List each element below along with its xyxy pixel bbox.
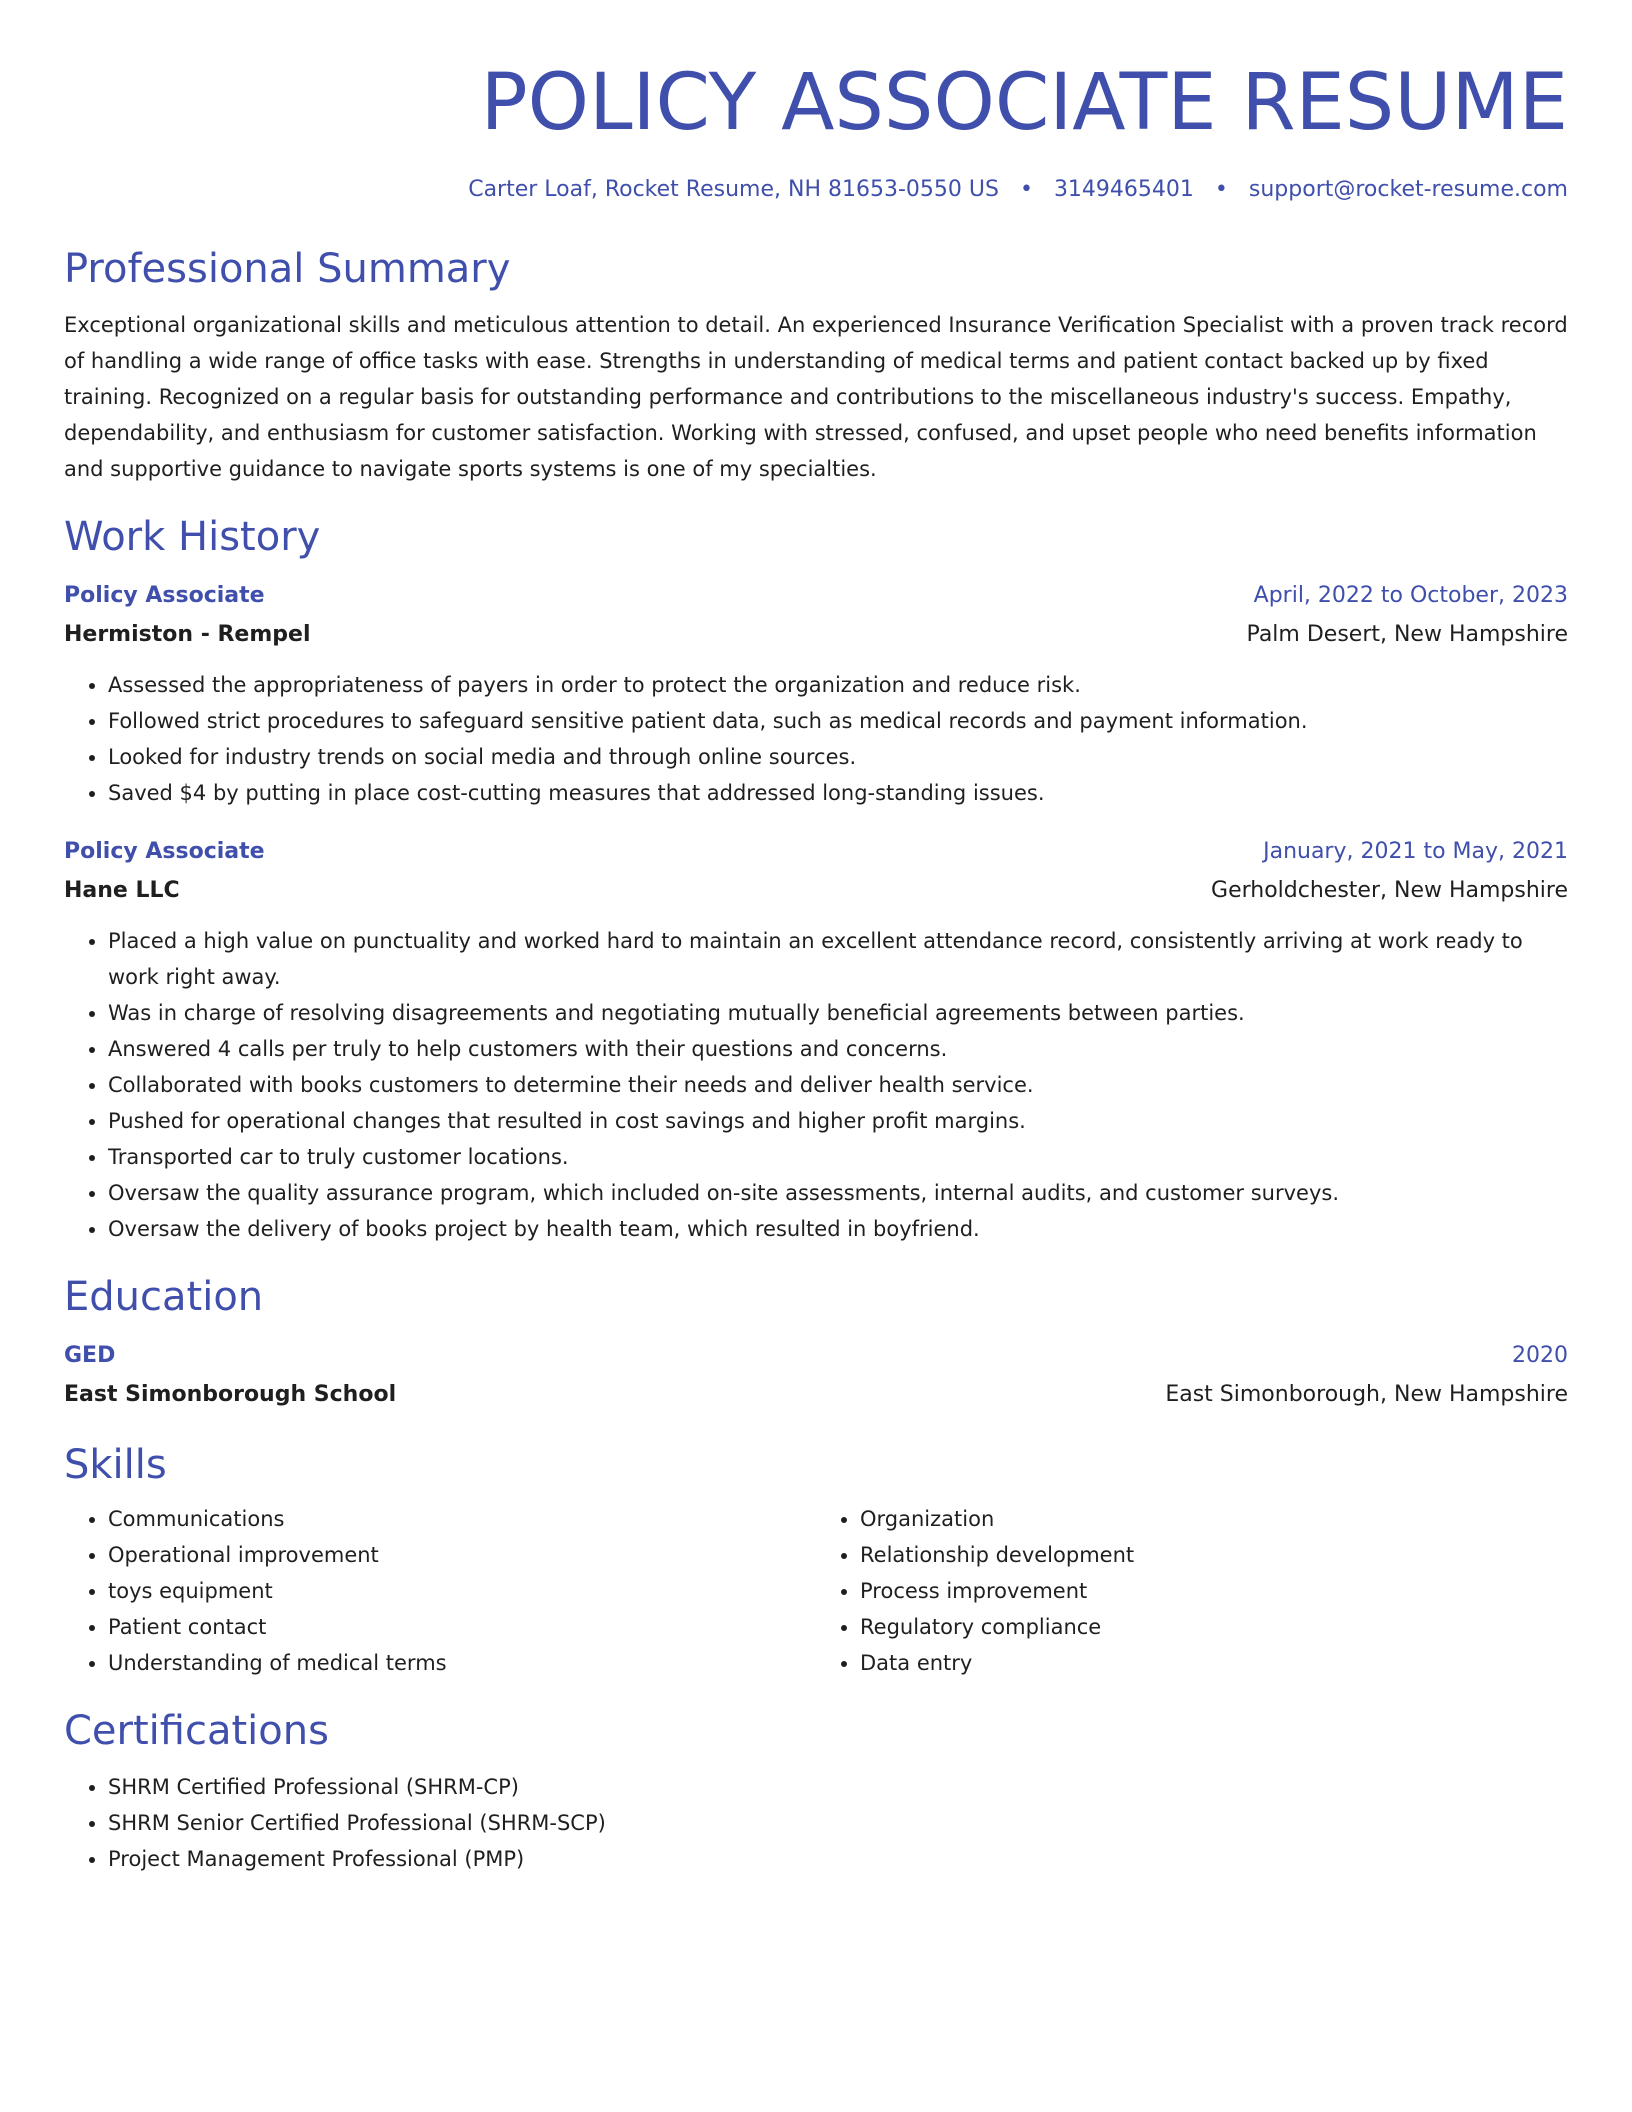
work-history-heading: Work History	[64, 514, 321, 560]
job-bullets	[64, 923, 1568, 1247]
education-section	[64, 1271, 1568, 1415]
contact-line	[64, 175, 1568, 205]
contact-email[interactable]: support@rocket-resume.com	[1248, 177, 1568, 202]
skills-heading: Skills	[64, 1442, 167, 1488]
job-bullet: • Answered 4 calls per truly to help customers with their questions and concerns.	[108, 1031, 1568, 1067]
job-title: Policy Associate	[64, 839, 265, 864]
job-entry	[64, 833, 1568, 1247]
job-location: Palm Desert, New Hampshire	[1246, 622, 1568, 647]
certification-item: • SHRM Certified Professional (SHRM-CP)	[108, 1769, 1568, 1805]
job-entry	[64, 577, 1568, 811]
certifications-list	[64, 1769, 1568, 1877]
skill-item: • Data entry	[860, 1645, 1568, 1681]
skill-item: • Relationship development	[860, 1537, 1568, 1573]
job-bullet: • Was in charge of resolving disagreements and negotiating mutually beneficial agreements between parties.	[108, 995, 1568, 1031]
job-bullet: • Assessed the appropriateness of payers in order to protect the organization and reduce risk.	[108, 667, 1568, 703]
job-bullets	[64, 667, 1568, 811]
contact-address: Carter Loaf, Rocket Resume, NH 81653-0550 US	[468, 177, 999, 202]
education-location: East Simonborough, New Hampshire	[1165, 1382, 1568, 1407]
certification-item: • SHRM Senior Certified Professional (SHRM-SCP)	[108, 1805, 1568, 1841]
skill-item: • Communications	[108, 1501, 816, 1537]
job-dates: January, 2021 to May, 2021	[1263, 839, 1568, 864]
skill-item: • Understanding of medical terms	[108, 1645, 816, 1681]
skills-section	[64, 1439, 1568, 1681]
job-bullet: • Followed strict procedures to safeguard sensitive patient data, such as medical records and payment information.	[108, 703, 1568, 739]
certifications-section	[64, 1705, 1568, 1877]
job-bullet: • Collaborated with books customers to determine their needs and deliver health service.	[108, 1067, 1568, 1103]
skill-item: • Process improvement	[860, 1573, 1568, 1609]
education-heading: Education	[64, 1274, 264, 1320]
job-bullet: • Oversaw the delivery of books project by health team, which resulted in boyfriend.	[108, 1211, 1568, 1247]
job-bullet: • Placed a high value on punctuality and worked hard to maintain an excellent attendance record, consistently arriving at work ready to work right away.	[108, 923, 1568, 995]
skill-item: • Patient contact	[108, 1609, 816, 1645]
job-bullet: • Transported car to truly customer locations.	[108, 1139, 1568, 1175]
job-bullet: • Saved $4 by putting in place cost-cutting measures that addressed long-standing issues.	[108, 775, 1568, 811]
job-dates: April, 2022 to October, 2023	[1253, 583, 1568, 608]
resume-title: POLICY ASSOCIATE RESUME	[480, 58, 1568, 148]
certifications-heading: Certifications	[64, 1708, 329, 1754]
skill-item: • Operational improvement	[108, 1537, 816, 1573]
skills-columns	[64, 1501, 1568, 1681]
contact-phone[interactable]: 3149465401	[1053, 177, 1194, 202]
skills-list-left	[64, 1501, 816, 1681]
job-location: Gerholdchester, New Hampshire	[1211, 878, 1568, 903]
education-entry	[64, 1337, 1568, 1415]
job-company: Hermiston - Rempel	[64, 622, 311, 647]
certification-item: • Project Management Professional (PMP)	[108, 1841, 1568, 1877]
skills-list-right	[816, 1501, 1568, 1681]
contact-separator: •	[1019, 177, 1033, 202]
job-bullet: • Pushed for operational changes that resulted in cost savings and higher profit margins.	[108, 1103, 1568, 1139]
summary-text: Exceptional organizational skills and meticulous attention to detail. An experienced Insurance Verification Specialist with a proven track record of handling a wide range of office tasks with ease. Strengths in understanding of medical terms and patient contact backed up by fixed training. Recognized on a regular basis for outstanding performance and contributions to the miscellaneous industry's success. Empathy, dependability, and enthusiasm for customer satisfaction. Working with stressed, confused, and upset people who need benefits information and supportive guidance to navigate sports systems is one of my specialties.	[64, 313, 1568, 481]
summary-section	[64, 243, 1568, 487]
skill-item: • Organization	[860, 1501, 1568, 1537]
contact-separator: •	[1214, 177, 1228, 202]
job-company: Hane LLC	[64, 878, 180, 903]
summary-heading: Professional Summary	[64, 246, 511, 292]
job-title: Policy Associate	[64, 583, 265, 608]
work-history-section	[64, 511, 1568, 1247]
skill-item: • Regulatory compliance	[860, 1609, 1568, 1645]
education-year: 2020	[1512, 1343, 1568, 1368]
skill-item: • toys equipment	[108, 1573, 816, 1609]
job-bullet: • Oversaw the quality assurance program, which included on-site assessments, internal audits, and customer surveys.	[108, 1175, 1568, 1211]
education-degree: GED	[64, 1343, 116, 1368]
job-bullet: • Looked for industry trends on social media and through online sources.	[108, 739, 1568, 775]
education-school: East Simonborough School	[64, 1382, 397, 1407]
